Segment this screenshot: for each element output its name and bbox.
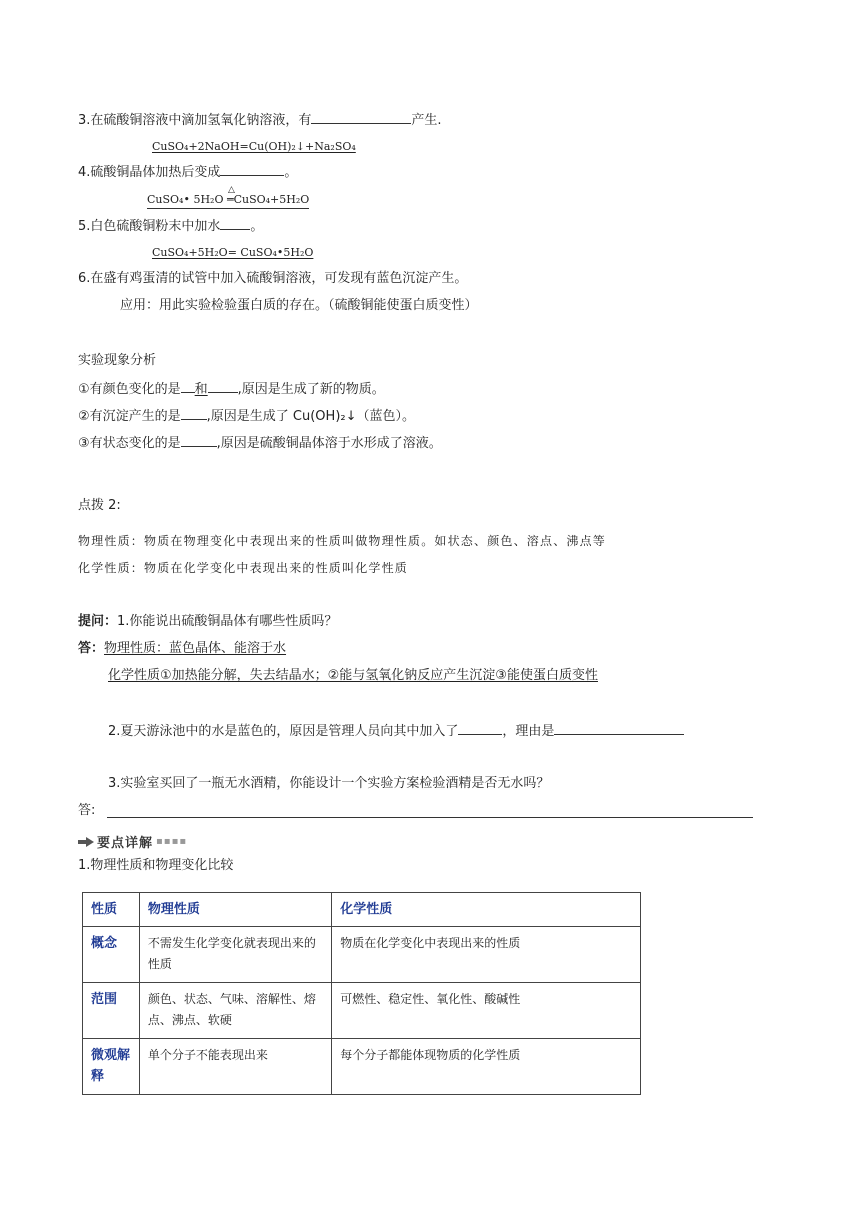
- comparison-table: [82, 892, 641, 1095]
- heat-symbol: △: [227, 185, 235, 195]
- analysis-item-2: ②有沉淀产生的是 ,原因是生成了 Cu(OH)₂↓（蓝色）。: [78, 406, 415, 426]
- section-badge: 要点详解 ▪▪▪▪: [78, 832, 187, 851]
- q3-blank[interactable]: [311, 110, 411, 124]
- arrow-icon: [78, 837, 94, 847]
- q3-line: 3.在硫酸铜溶液中滴加氢氧化钠溶液，有 产生.: [78, 110, 442, 130]
- analysis-blank-2[interactable]: [181, 406, 207, 420]
- q4-formula: CuSO₄• 5H₂O △ ═CuSO₄+5H₂O: [147, 192, 309, 209]
- analysis-blank-1b[interactable]: [208, 379, 238, 393]
- answer-3-label: 答:: [78, 803, 96, 818]
- table-header-cell: 性质: [83, 893, 140, 927]
- table-header-row: [83, 893, 641, 927]
- table-row: [83, 927, 641, 983]
- tip2-title: 点拨 2:: [78, 498, 121, 513]
- q4-blank[interactable]: [220, 162, 284, 176]
- answer-1-chemical: 化学性质①加热能分解，失去结晶水；②能与氢氧化钠反应产生沉淀③能使蛋白质变性: [108, 668, 598, 683]
- q5-formula: CuSO₄+5H₂O= CuSO₄•5H₂O: [152, 246, 314, 259]
- q5-line: 5.白色硫酸铜粉末中加水 。: [78, 216, 263, 236]
- section-heading: 1.物理性质和物理变化比较: [78, 858, 234, 873]
- q5-blank[interactable]: [220, 216, 250, 230]
- analysis-title: 实验现象分析: [78, 353, 157, 368]
- table-cell: 单个分子不能表现出来: [139, 1039, 331, 1095]
- analysis-blank-3[interactable]: [181, 433, 217, 447]
- table-cell: 可燃性、稳定性、氧化性、酸碱性: [332, 983, 641, 1039]
- table-cell: 每个分子都能体现物质的化学性质: [332, 1039, 641, 1095]
- q3-text: 3.在硫酸铜溶液中滴加氢氧化钠溶液，有: [78, 113, 312, 128]
- q4-line: 4.硫酸铜晶体加热后变成 。: [78, 162, 297, 182]
- table-cell: 不需发生化学变化就表现出来的性质: [139, 927, 331, 983]
- row-label: 微观解释: [83, 1039, 140, 1095]
- q6-application: 应用：用此实验检验蛋白质的存在。（硫酸铜能使蛋白质变性）: [120, 298, 478, 313]
- question-2-blank-1[interactable]: [458, 721, 502, 735]
- analysis-item-1: ①有颜色变化的是 和 ,原因是生成了新的物质。: [78, 379, 385, 399]
- question-1: 提问：1.你能说出硫酸铜晶体有哪些性质吗？: [78, 614, 338, 629]
- tip2-physical: 物理性质：物质在物理变化中表现出来的性质叫做物理性质。如状态、颜色、溶点、沸点等: [78, 534, 607, 548]
- table-header-cell: 化学性质: [332, 893, 641, 927]
- q4-text: 4.硫酸铜晶体加热后变成: [78, 165, 221, 180]
- analysis-blank-1a[interactable]: [181, 379, 195, 393]
- table-cell: 颜色、状态、气味、溶解性、熔点、沸点、软硬: [139, 983, 331, 1039]
- table-row: [83, 983, 641, 1039]
- analysis-item-3: ③有状态变化的是 ,原因是硫酸铜晶体溶于水形成了溶液。: [78, 433, 442, 453]
- row-label: 范围: [83, 983, 140, 1039]
- table-cell: 物质在化学变化中表现出来的性质: [332, 927, 641, 983]
- question-2-blank-2[interactable]: [554, 721, 684, 735]
- dots-decoration: ▪▪▪▪: [156, 836, 188, 847]
- answer-3-line[interactable]: [107, 817, 753, 818]
- q5-text: 5.白色硫酸铜粉末中加水: [78, 219, 221, 234]
- q3-formula: CuSO₄+2NaOH=Cu(OH)₂↓+Na₂SO₄: [152, 140, 356, 153]
- answer-1-physical: 答：物理性质：蓝色晶体、能溶于水: [78, 641, 287, 656]
- table-header-cell: 物理性质: [139, 893, 331, 927]
- tip2-chemical: 化学性质：物质在化学变化中表现出来的性质叫化学性质: [78, 561, 409, 575]
- question-3: 3.实验室买回了一瓶无水酒精，你能设计一个实验方案检验酒精是否无水吗？: [108, 776, 550, 791]
- q6-text: 6.在盛有鸡蛋清的试管中加入硫酸铜溶液，可发现有蓝色沉淀产生。: [78, 271, 468, 286]
- row-label: 概念: [83, 927, 140, 983]
- table-row: [83, 1039, 641, 1095]
- question-2: 2.夏天游泳池中的水是蓝色的，原因是管理人员向其中加入了 ，理由是: [108, 721, 684, 741]
